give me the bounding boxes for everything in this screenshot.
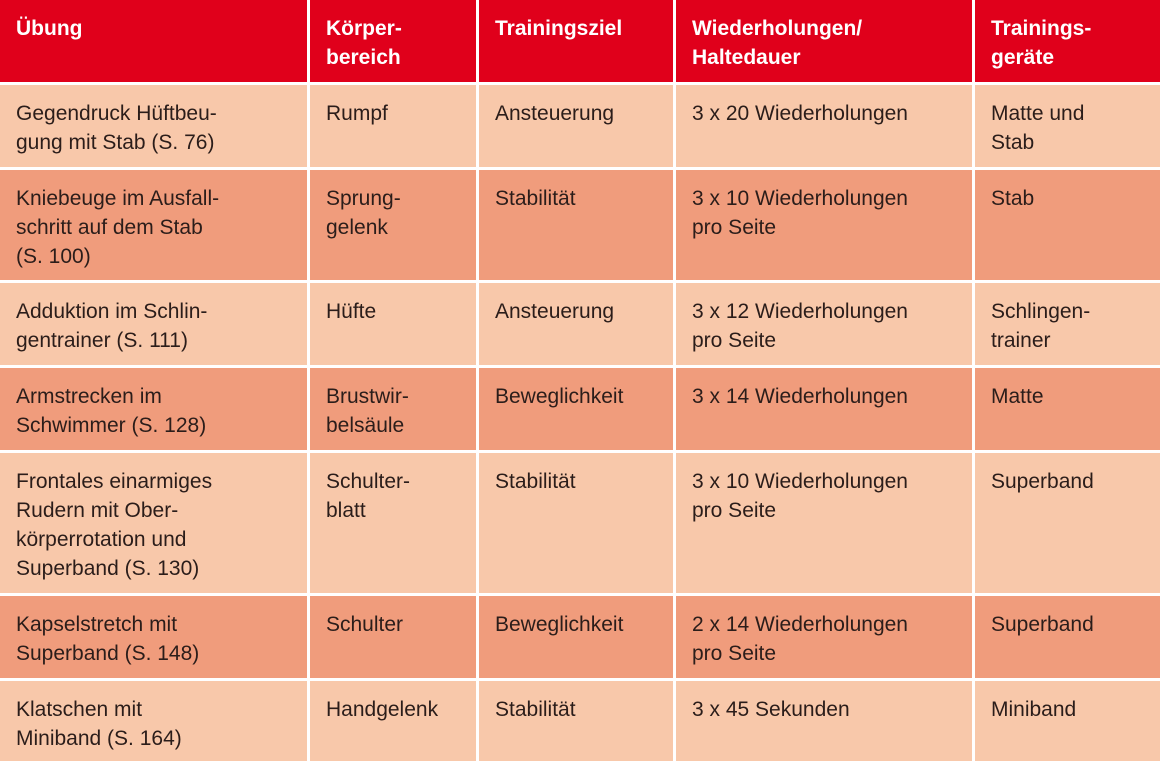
header-uebung: Übung <box>0 0 307 82</box>
cell-koerperbereich: Handgelenk <box>310 681 476 761</box>
cell-trainingsziel: Ansteuerung <box>479 283 673 365</box>
cell-trainingsziel: Stabilität <box>479 453 673 593</box>
cell-wiederholungen: 3 x 45 Sekunden <box>676 681 972 761</box>
cell-trainingsgeraete: Matte <box>975 368 1160 450</box>
cell-wiederholungen: 3 x 14 Wiederholungen <box>676 368 972 450</box>
cell-trainingsgeraete: Stab <box>975 170 1160 280</box>
header-trainingsgeraete: Trainings- geräte <box>975 0 1160 82</box>
cell-wiederholungen: 3 x 10 Wiederholungen pro Seite <box>676 170 972 280</box>
header-wiederholungen: Wiederholungen/ Haltedauer <box>676 0 972 82</box>
cell-koerperbereich: Hüfte <box>310 283 476 365</box>
cell-wiederholungen: 3 x 10 Wiederholungen pro Seite <box>676 453 972 593</box>
cell-wiederholungen: 3 x 12 Wiederholungen pro Seite <box>676 283 972 365</box>
cell-uebung: Gegendruck Hüftbeu- gung mit Stab (S. 76) <box>0 85 307 167</box>
cell-trainingsgeraete: Miniband <box>975 681 1160 761</box>
header-koerperbereich: Körper- bereich <box>310 0 476 82</box>
cell-trainingsziel: Stabilität <box>479 170 673 280</box>
cell-koerperbereich: Schulter <box>310 596 476 678</box>
cell-uebung: Armstrecken im Schwimmer (S. 128) <box>0 368 307 450</box>
cell-wiederholungen: 3 x 20 Wiederholungen <box>676 85 972 167</box>
cell-koerperbereich: Schulter- blatt <box>310 453 476 593</box>
cell-koerperbereich: Rumpf <box>310 85 476 167</box>
cell-uebung: Frontales einarmiges Rudern mit Ober- körperrotation und Superband (S. 130) <box>0 453 307 593</box>
cell-trainingsgeraete: Matte und Stab <box>975 85 1160 167</box>
cell-trainingsgeraete: Superband <box>975 596 1160 678</box>
cell-wiederholungen: 2 x 14 Wiederholungen pro Seite <box>676 596 972 678</box>
header-trainingsziel: Trainingsziel <box>479 0 673 82</box>
cell-uebung: Adduktion im Schlin- gentrainer (S. 111) <box>0 283 307 365</box>
cell-trainingsgeraete: Schlingen- trainer <box>975 283 1160 365</box>
cell-uebung: Kniebeuge im Ausfall- schritt auf dem Stab (S. 100) <box>0 170 307 280</box>
cell-uebung: Kapselstretch mit Superband (S. 148) <box>0 596 307 678</box>
cell-trainingsziel: Beweglichkeit <box>479 368 673 450</box>
cell-trainingsziel: Beweglichkeit <box>479 596 673 678</box>
cell-trainingsziel: Stabilität <box>479 681 673 761</box>
cell-koerperbereich: Brustwir- belsäule <box>310 368 476 450</box>
cell-koerperbereich: Sprung- gelenk <box>310 170 476 280</box>
cell-trainingsziel: Ansteuerung <box>479 85 673 167</box>
cell-trainingsgeraete: Superband <box>975 453 1160 593</box>
cell-uebung: Klatschen mit Miniband (S. 164) <box>0 681 307 761</box>
